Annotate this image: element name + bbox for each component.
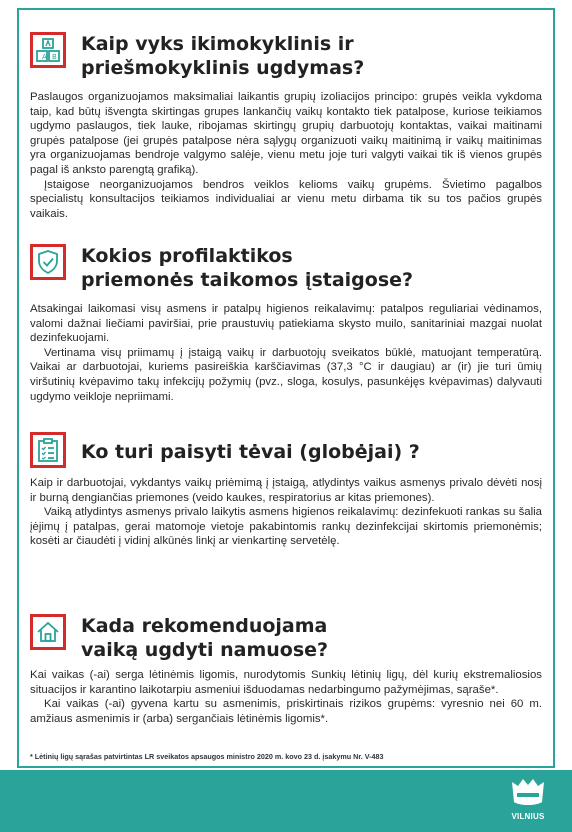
paragraph: Kai vaikas (-ai) gyvena kartu su asmenimis, priskirtinais rizikos grupėms: vyresnio nei 60 m. amžiaus asmenimis ir (arba) sergančiais lėtinėmis ligomis*. bbox=[30, 698, 542, 725]
logo-text: VILNIUS bbox=[511, 812, 545, 821]
section-heading bbox=[30, 32, 542, 90]
section-body bbox=[30, 476, 542, 549]
section-title-line: Kada rekomenduojama bbox=[81, 615, 328, 637]
section-home-education bbox=[30, 614, 542, 726]
vilnius-logo bbox=[504, 776, 552, 828]
section-title-line: Ko turi paisyti tėvai (globėjai) ? bbox=[81, 441, 420, 463]
section-body bbox=[30, 668, 542, 726]
section-title bbox=[81, 244, 521, 292]
paragraph: Atsakingai laikomasi visų asmens ir patalpų higienos reikalavimų: patalpos reguliariai vėdinamos, valomi dažnai liečiami paviršiai, prie praustuvių patiekiama skysto muilo, sanitariniai mazgai nuolat dezinfekuojami. bbox=[30, 303, 542, 345]
section-title bbox=[81, 32, 521, 80]
section-title-line: priemonės taikomos įstaigose? bbox=[81, 269, 414, 291]
vilnius-crown-icon bbox=[508, 776, 548, 810]
footer-bar bbox=[0, 770, 572, 832]
section-title-line: vaiką ugdyti namuose? bbox=[81, 639, 329, 661]
section-title-line: Kaip vyks ikimokyklinis ir bbox=[81, 33, 354, 55]
svg-text:A: A bbox=[42, 53, 47, 61]
section-title-line: Kokios profilaktikos bbox=[81, 245, 293, 267]
section-title-line: priešmokyklinis ugdymas? bbox=[81, 57, 365, 79]
paragraph: Kaip ir darbuotojai, vykdantys vaikų priėmimą į įstaigą, atlydintys vaikus asmenys privalo dėvėti nosį ir burną dengiančias priemones (veido kaukes, respiratorius ar kitas priemones). bbox=[30, 477, 542, 504]
section-heading bbox=[30, 614, 542, 668]
checklist-icon bbox=[30, 432, 66, 468]
paragraph: Kai vaikas (-ai) serga lėtinėmis ligomis, nurodytomis Sunkių lėtinių ligų, dėl kurių ekstremaliosios situacijos ir karantino laikotarpiu asmeniui išduodamas nedarbingumo pažymėjimas, sąraše*. bbox=[30, 669, 542, 696]
section-body bbox=[30, 302, 542, 404]
shield-check-icon bbox=[30, 244, 66, 280]
blocks-icon bbox=[30, 32, 66, 68]
home-icon bbox=[30, 614, 66, 650]
section-parents bbox=[30, 432, 542, 549]
svg-text:B: B bbox=[52, 53, 57, 61]
section-preschool bbox=[30, 32, 542, 221]
content-frame bbox=[17, 8, 555, 768]
paragraph: Vaiką atlydintys asmenys privalo laikytis asmens higienos reikalavimų: dezinfekuoti rankas su šalia įėjimų į patalpas, gerai matomoje vietoje pakabintomis rankų dezinfekcijai skirtomis priemonėmis; kosėti ar čiaudėti į vidinį alkūnės linkį ar vienkartinę servetėlę. bbox=[30, 506, 542, 548]
paragraph: Vertinama visų priimamų į įstaigą vaikų ir darbuotojų sveikatos būklė, matuojant temperatūrą. Vaikai ar darbuotojai, kuriems pasireiškia karščiavimas (37,3 °C ir daugiau) ar (ir) jie turi ūmių viršutinių kvėpavimo takų infekcijų požymių (pvz., sloga, kosulys, pasunkėjęs kvėpavimas) dalyvauti ugdymo veikloje nepriimami. bbox=[30, 346, 542, 403]
section-title bbox=[81, 440, 521, 464]
paragraph: Įstaigose neorganizuojamos bendros veiklos kelioms vaikų grupėms. Švietimo pagalbos specialistų konsultacijos teikiamos individualiai ar vienu metu dirbama tik su tos pačios grupės vaikais. bbox=[30, 178, 542, 220]
section-heading bbox=[30, 244, 542, 302]
section-prevention bbox=[30, 244, 542, 404]
paragraph: Paslaugos organizuojamos maksimaliai laikantis grupių izoliacijos principo: grupės veikla vykdoma taip, kad būtų išvengta skirtingas grupes lankančių vaikų kontakto tiek patalpose, kuriose teikiamos ugdymo paslaugos, tiek lauke, ribojamas skirtingų grupių darbuotojų kontaktas, vaikai maitinami grupės patalpose (jei grupės patalpose nėra sąlygų organizuoti vaikų maitinimą ir vaikų maitinimas yra organizuojamas bendroje valgymo salėje, vienu metu joje turi valgyti vaikai tik iš vienos grupės pagal iš anksto parengtą grafiką). bbox=[30, 91, 542, 176]
section-body bbox=[30, 90, 542, 221]
section-title bbox=[81, 614, 521, 662]
section-heading bbox=[30, 432, 542, 476]
footnote: * Lėtinių ligų sąrašas patvirtintas LR sveikatos apsaugos ministro 2020 m. kovo 23 d. įsakymu Nr. V-483 bbox=[30, 752, 384, 761]
